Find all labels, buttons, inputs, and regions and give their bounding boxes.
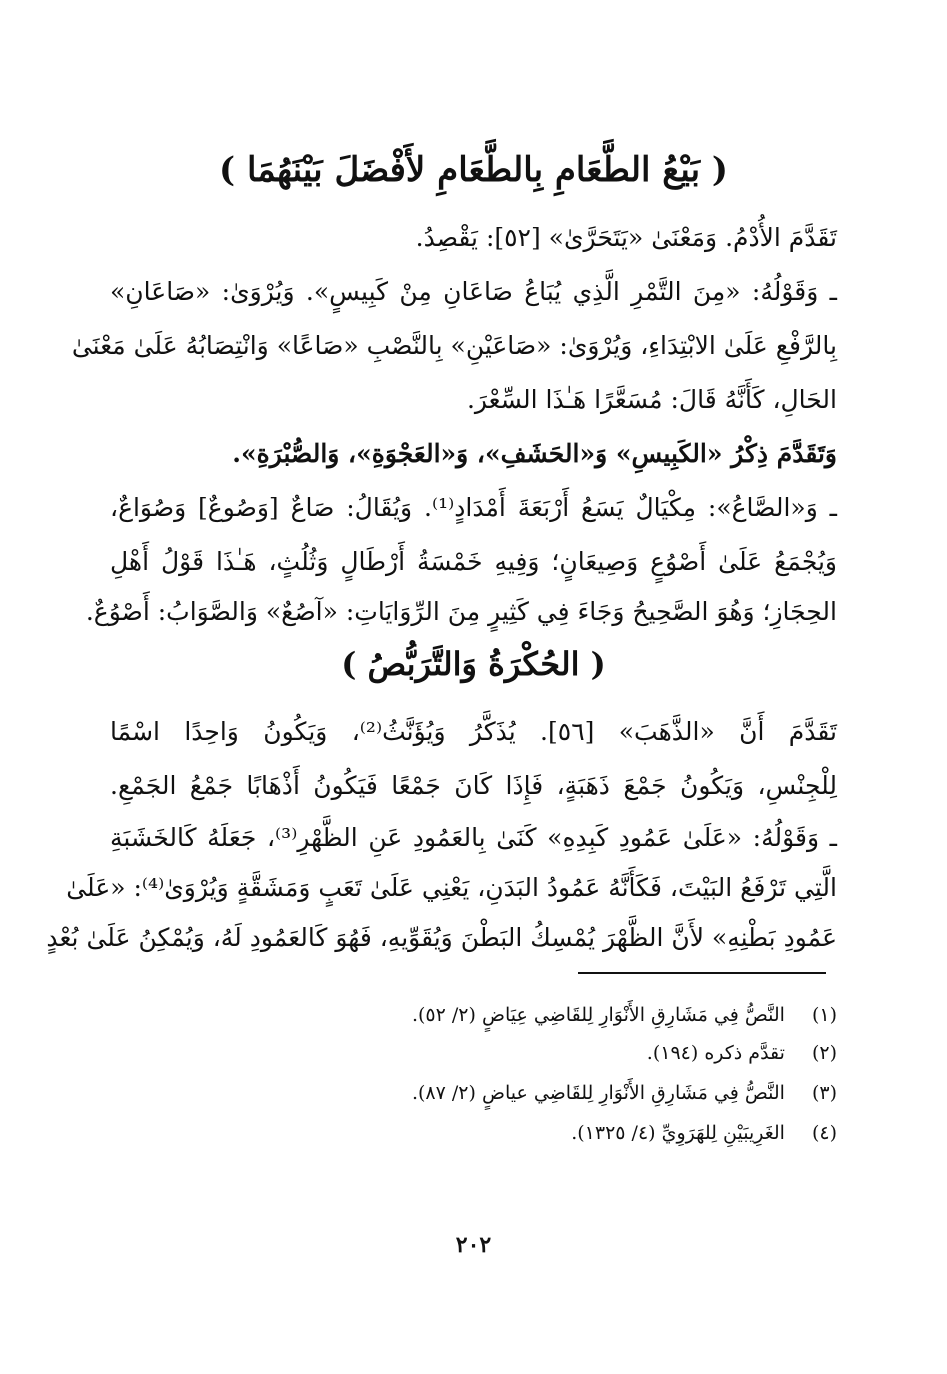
paragraph-line: تَقَدَّمَ أَنَّ «الذَّهَبَ» [٥٦]. يُذَكَّرُ وَيُؤَنَّثُ⁽²⁾، وَيَكُونُ وَاحِدًا اسْمًا	[110, 717, 837, 746]
footnote	[277, 1000, 837, 1030]
paragraph-line: ـ وَ«الصَّاعُ»: مِكْيَالٌ يَسَعُ أَرْبَعَةَ أَمْدَادٍ⁽¹⁾. وَيُقَالُ: صَاعٌ [وَصُوعٌ] وَصُوَاعٌ،	[110, 493, 837, 522]
footnote-text: تقدَّم ذكره (١٩٤).	[646, 1042, 785, 1064]
paragraph-line: الحَالِ، كَأَنَّهُ قَالَ: مُسَعَّرًا هَـٰذَا السِّعْرَ.	[466, 385, 837, 414]
footnote-separator	[578, 972, 826, 974]
section-heading-food-exchange: ( بَيْعُ الطَّعَامِ بِالطَّعَامِ لأَفْضَلَ بَيْنَهُمَا )	[219, 150, 728, 190]
paragraph-line: وَتَقَدَّمَ ذِكْرُ «الكَبِيسِ» وَ«الحَشَفِ»، وَ«العَجْوَةِ»، وَالصُّبْرَةِ».	[232, 439, 837, 468]
paragraph-line: عَمُودِ بَطْنِهِ» لأَنَّ الظَّهْرَ يُمْسِكُ البَطْنَ وَيُقَوِّيهِ، فَهُوَ كَالعَمُودِ لَهُ، وَيُمْكِنُ عَلَىٰ بُعْدٍ	[46, 923, 837, 952]
paragraph-line: لِلْجِنْسِ، وَيَكُونُ جَمْعَ ذَهَبَةٍ، فَإِذَا كَانَ جَمْعًا فَيَكُونُ أَذْهَابًا جَمْعُ الجَمْعِ.	[110, 771, 837, 800]
paragraph-line: ـ وَقَوْلُهُ: «مِنَ التَّمْرِ الَّذِي يُبَاعُ صَاعَانِ مِنْ كَبِيسٍ». وَيُرْوَىٰ: «صَاعَانِ»	[110, 277, 837, 306]
paragraph-line: الحِجَازِ؛ وَهُوَ الصَّحِيحُ وَجَاءَ فِي كَثِيرٍ مِنَ الرِّوَايَاتِ: «آصُعٌ» وَالصَّوَابُ: أَصْوُعٌ.	[85, 597, 837, 626]
paragraph-line: الَّتِي تَرْفَعُ البَيْتَ، فَكَأَنَّهُ عَمُودُ البَدَنِ، يَعْنِي عَلَىٰ تَعَبٍ وَمَشَقَّةٍ وَيُرْوَىٰ⁽⁴⁾: «عَلَىٰ	[66, 873, 837, 902]
footnote-text: النَّصُّ فِي مَشَارِقِ الأَنْوَارِ لِلقَاضِي عِيَاضٍ (٢/ ٥٢).	[411, 1004, 785, 1026]
footnote	[277, 1118, 837, 1148]
footnote-text: النَّصُّ فِي مَشَارِقِ الأَنْوَارِ لِلقَاضِي عياضٍ (٢/ ٨٧).	[411, 1082, 785, 1104]
paragraph-line: وَيُجْمَعُ عَلَىٰ أَصْوُعٍ وَصِيعَانٍ؛ وَفِيهِ خَمْسَةُ أَرْطَالٍ وَثُلُثٍ، هَـٰذَا قَوْلُ أَهْلِ	[110, 547, 837, 576]
page-number: ٢٠٢	[455, 1232, 492, 1258]
footnote	[277, 1038, 837, 1068]
footnote-number: (٤)	[811, 1122, 837, 1144]
footnote-text: الغَرِيبَيْنِ لِلهَرَوِيِّ (٤/ ١٣٢٥).	[571, 1122, 785, 1144]
footnote	[277, 1078, 837, 1108]
paragraph-line: تَقَدَّمَ الأُدْمُ. وَمَعْنَىٰ «يَتَحَرَّىٰ» [٥٢]: يَقْصِدُ.	[415, 223, 837, 252]
footnote-number: (١)	[811, 1004, 837, 1026]
footnote-number: (٢)	[811, 1042, 837, 1064]
footnote-number: (٣)	[811, 1082, 837, 1104]
paragraph-line: ـ وَقَوْلُهُ: «عَلَىٰ عَمُودِ كَبِدِهِ» كَنَىٰ بِالعَمُودِ عَنِ الظَّهْرِ⁽³⁾، جَعَلَهُ كَالخَشَبَةِ	[110, 823, 837, 852]
paragraph-line: بِالرَّفْعِ عَلَىٰ الابْتِدَاءِ، وَيُرْوَىٰ: «صَاعَيْنِ» بِالنَّصْبِ «صَاعًا» وَانْتِصَابُهُ عَلَىٰ مَعْنَىٰ	[71, 331, 837, 360]
section-heading-hoarding: ( الحُكْرَةُ وَالتَّرَبُّصُ )	[341, 645, 606, 683]
